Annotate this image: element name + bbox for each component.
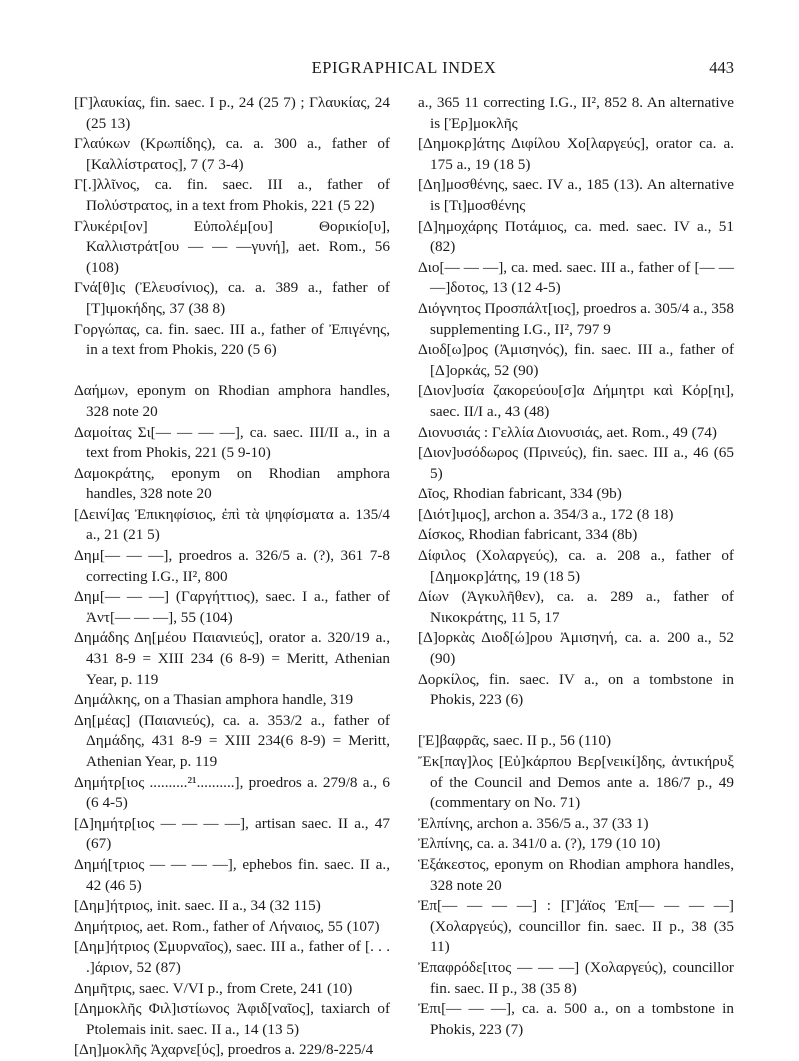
index-entry: [Δη]μοσθένης, saec. IV a., 185 (13). An alternative is [Τι]μοσθένης xyxy=(418,176,734,214)
index-entry: [Διότ]ιμος], archon a. 354/3 a., 172 (8 18) xyxy=(418,505,674,523)
index-entry: Δορκίλος, fin. saec. IV a., on a tombstone in Phokis, 223 (6) xyxy=(418,670,734,709)
index-entry: Ἐπ[— — — —] : [Γ]άϊος Ἐπ[— — — —] (Χολαργεύς), councillor fin. saec. II p., 38 (35 11) xyxy=(418,897,734,956)
index-entry: [Γ]λαυκίας, fin. saec. I p., 24 (25 7) ; Γλαυκίας, 24 (25 13) xyxy=(74,94,390,132)
index-entry: Δημάλκης, on a Thasian amphora handle, 319 xyxy=(74,691,354,709)
index-entry: [Ἐ]βαφρᾶς, saec. II p., 56 (110) xyxy=(418,732,612,750)
left-column xyxy=(74,93,390,1061)
index-entry: Γλυκέρι[ον] Εὐπολέμ[ου] Θορικίο[υ], Καλλιστράτ[ου — — —γυνή], aet. Rom., 56 (108) xyxy=(74,217,390,276)
index-entry: [Δημ]ήτριος, init. saec. II a., 34 (32 115) xyxy=(74,897,321,915)
index-entry: Δημή[τριος — — — —], ephebos fin. saec. II a., 42 (46 5) xyxy=(74,855,390,894)
index-entry: Διοδ[ω]ρος (Ἀμισηνός), fin. saec. III a., father of [Δ]ορκάς, 52 (90) xyxy=(418,341,734,379)
index-entry: Ἐλπίνης, ca. a. 341/0 a. (?), 179 (10 10) xyxy=(418,835,661,853)
page-number: 443 xyxy=(709,58,734,77)
index-entry: Δημάδης Δη[μέου Παιανιεύς], orator a. 320/19 a., 431 8-9 = XIII 234 (6 8-9) = Meritt, Athenian Year, p. 119 xyxy=(74,629,390,688)
index-entry: Δίφιλος (Χολαργεύς), ca. a. 208 a., father of [Δημοκρ]άτης, 19 (18 5) xyxy=(418,547,734,585)
index-entry: Δημ[— — —] (Γαργήττιος), saec. I a., father of Ἀντ[— — —], 55 (104) xyxy=(74,588,390,626)
index-entry: [Δημ]ήτριος (Σμυρναῖος), saec. III a., father of [. . . .]άριον, 52 (87) xyxy=(74,938,390,976)
index-entry: Γλαύκων (Κρωπίδης), ca. a. 300 a., father of [Καλλίστρατος], 7 (7 3-4) xyxy=(74,135,390,173)
index-entry: [Δημοκλῆς Φιλ]ιστίωνος Ἀφιδ[ναῖος], taxiarch of Ptolemais init. saec. II a., 14 (13 5) xyxy=(74,1000,390,1038)
index-entry: Γνά[θ]ις (Ἐλευσίνιος), ca. a. 389 a., father of [Τ]ιμοκήδης, 37 (38 8) xyxy=(74,279,390,317)
index-entry: Διο[— — —], ca. med. saec. III a., father of [— — —]δοτος, 13 (12 4-5) xyxy=(418,258,734,297)
index-entry: Διόγνητος Προσπάλτ[ιος], proedros a. 305/4 a., 358 supplementing I.G., II², 797 9 xyxy=(418,299,734,338)
index-entry: Γοργώπας, ca. fin. saec. III a., father of Ἐπιγένης, in a text from Phokis, 220 (5 6) xyxy=(74,320,390,359)
index-entry: a., 365 11 correcting I.G., II², 852 8. An alternative is [Ἐρ]μοκλῆς xyxy=(418,94,734,132)
index-entry: Δη[μέας] (Παιανιεύς), ca. a. 353/2 a., father of Δημάδης, 431 8-9 = XIII 234(6 8-9) = Meritt, Athenian Year, p. 119 xyxy=(74,711,390,770)
letter-section-gap xyxy=(418,711,734,732)
index-entry: Δαμοίτας Σι[— — — —], ca. saec. III/II a., in a text from Phokis, 221 (5 9-10) xyxy=(74,423,390,462)
running-title: EPIGRAPHICAL INDEX xyxy=(311,58,497,77)
index-entry: Δῖος, Rhodian fabricant, 334 (9b) xyxy=(418,485,622,503)
index-entry: [Δημοκρ]άτης Διφίλου Χο[λαργεύς], orator ca. a. 175 a., 19 (18 5) xyxy=(418,135,734,173)
index-entry: Δημῆτρις, saec. V/VI p., from Crete, 241 (10) xyxy=(74,979,353,997)
index-entry: Ἐπαφρόδε[ιτος — — —] (Χολαργεύς), councillor fin. saec. II p., 38 (35 8) xyxy=(418,958,734,997)
index-entry: [Δ]ορκὰς Διοδ[ώ]ρου Ἀμισηνή, ca. a. 200 a., 52 (90) xyxy=(418,629,734,668)
index-entry: [Διον]υσόδωρος (Πρινεύς), fin. saec. III a., 46 (65 5) xyxy=(418,444,734,482)
index-entry: [Διον]υσία ζακορεύου[σ]α Δήμητρι καὶ Κόρ[ηι], saec. II/I a., 43 (48) xyxy=(418,382,734,420)
index-entry: Ἑξάκεστος, eponym on Rhodian amphora handles, 328 note 20 xyxy=(418,855,734,894)
index-entry: Δημ[— — —], proedros a. 326/5 a. (?), 361 7-8 correcting I.G., II², 800 xyxy=(74,547,390,585)
page-header xyxy=(74,58,734,80)
index-entry: Γ[.]λλῖνος, ca. fin. saec. III a., father of Πολύστρατος, in a text from Phokis, 221 (5 22) xyxy=(74,176,390,214)
index-entry: [Δ]ημήτρ[ιος — — — —], artisan saec. II a., 47 (67) xyxy=(74,814,390,853)
index-entry: Δαμοκράτης, eponym on Rhodian amphora handles, 328 note 20 xyxy=(74,464,390,503)
index-entry: Ἐλπίνης, archon a. 356/5 a., 37 (33 1) xyxy=(418,814,649,832)
index-entry: Ἔκ[παγ]λος [Εὐ]κάρπου Βερ[νεικί]δης, ἀντικήρυξ of the Council and Demos ante a. 186/7 p., 49 (commentary on No. 71) xyxy=(418,753,734,812)
index-entry: [Δεινί]ας Ἐπικηφίσιος, ἐπὶ τὰ ψηφίσματα a. 135/4 a., 21 (21 5) xyxy=(74,505,390,544)
index-entry: Δαήμων, eponym on Rhodian amphora handles, 328 note 20 xyxy=(74,382,390,420)
index-entry: Δίων (Ἀγκυλῆθεν), ca. a. 289 a., father of Νικοκράτης, 11 5, 17 xyxy=(418,588,734,626)
index-entry: [Δ]ημοχάρης Ποτάμιος, ca. med. saec. IV a., 51 (82) xyxy=(418,217,734,256)
index-entry: Διονυσιάς : Γελλία Διονυσιάς, aet. Rom., 49 (74) xyxy=(418,423,717,441)
index-entry: Δημήτριος, aet. Rom., father of Λήναιος, 55 (107) xyxy=(74,917,380,935)
index-entry: Δίσκος, Rhodian fabricant, 334 (8b) xyxy=(418,526,638,544)
index-entry: Δημήτρ[ιος ..........²¹..........], proedros a. 279/8 a., 6 (6 4-5) xyxy=(74,773,390,812)
index-entry: [Δη]μοκλῆς Ἀχαρνε[ύς], proedros a. 229/8-225/4 xyxy=(74,1041,374,1059)
letter-section-gap xyxy=(74,361,390,382)
right-column xyxy=(418,93,734,1040)
index-entry: Ἐπι[— — —], ca. a. 500 a., on a tombstone in Phokis, 223 (7) xyxy=(418,1000,734,1038)
